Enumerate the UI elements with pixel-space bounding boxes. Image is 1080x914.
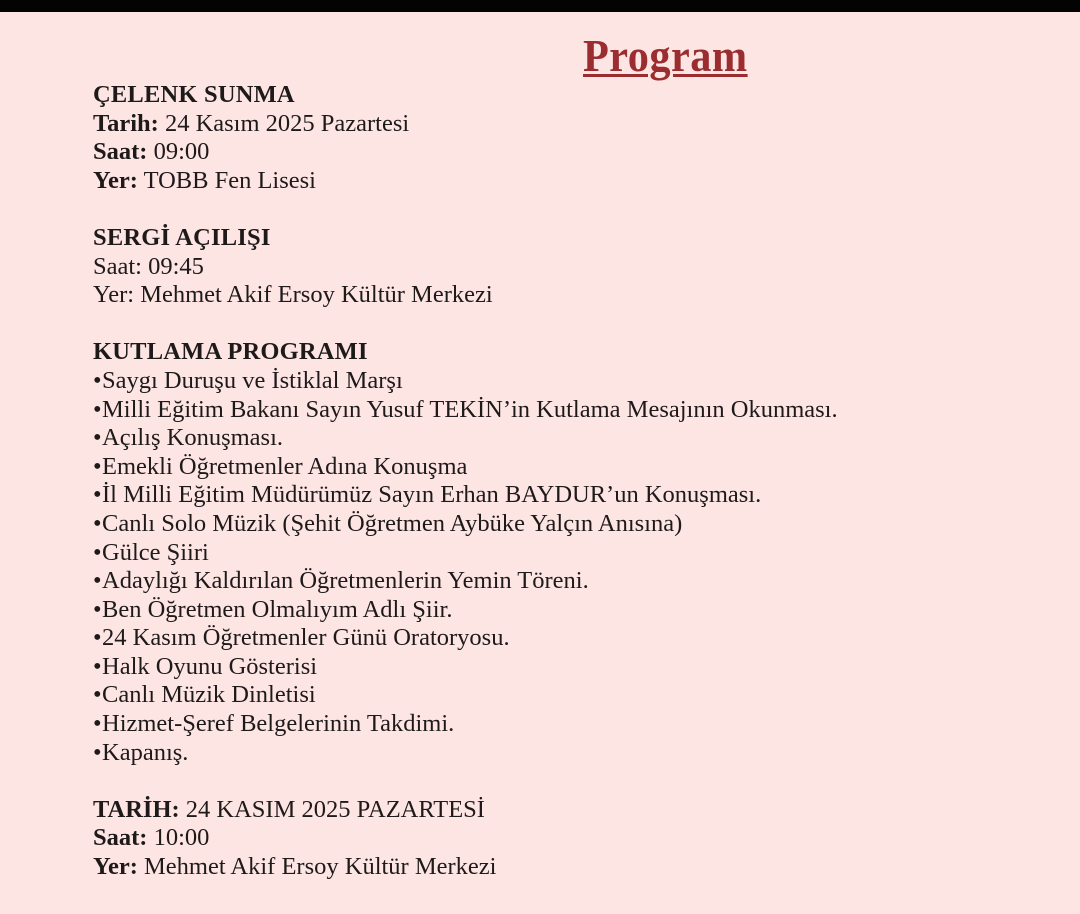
list-item <box>93 396 1053 425</box>
bullet-icon: • <box>93 681 102 709</box>
detail-value: 24 KASIM 2025 PAZARTESİ <box>179 795 485 823</box>
detail-value: 09:00 <box>147 138 210 166</box>
detail-place <box>93 281 1053 310</box>
bullet-icon: • <box>93 710 102 738</box>
list-item-text: Açılış Konuşması. <box>102 424 284 452</box>
detail-value: Mehmet Akif Ersoy Kültür Merkezi <box>134 281 493 309</box>
detail-label: Tarih: <box>93 109 159 137</box>
list-item <box>93 481 1053 510</box>
detail-label: Yer: <box>93 281 135 309</box>
list-item-text: Saygı Duruşu ve İstiklal Marşı <box>102 366 403 394</box>
list-item-text: Halk Oyunu Gösterisi <box>102 652 318 680</box>
detail-time <box>93 824 1053 853</box>
bullet-icon: • <box>93 452 102 480</box>
section-heading: SERGİ AÇILIŞI <box>93 223 271 251</box>
detail-value: TOBB Fen Lisesi <box>137 166 316 194</box>
section-celenk-sunma <box>93 81 1053 195</box>
list-item <box>93 653 1053 682</box>
section-heading: KUTLAMA PROGRAMI <box>93 338 368 366</box>
page-title: Program <box>583 30 748 81</box>
list-item <box>93 424 1053 453</box>
list-item <box>93 739 1053 768</box>
detail-label: Saat: <box>93 824 148 852</box>
bullet-icon: • <box>93 595 102 623</box>
section-sergi-acilisi <box>93 224 1053 310</box>
program-content <box>93 81 1053 882</box>
bullet-icon: • <box>93 366 102 394</box>
list-item-text: Canlı Solo Müzik (Şehit Öğretmen Aybüke Yalçın Anısına) <box>102 509 683 537</box>
list-item-text: Hizmet-Şeref Belgelerinin Takdimi. <box>102 710 455 738</box>
list-item-text: Adaylığı Kaldırılan Öğretmenlerin Yemin Töreni. <box>102 567 589 595</box>
detail-place <box>93 853 1053 882</box>
detail-time <box>93 138 1053 167</box>
bullet-icon: • <box>93 424 102 452</box>
detail-label: Saat: <box>93 138 148 166</box>
list-item-text: Emekli Öğretmenler Adına Konuşma <box>102 452 468 480</box>
list-item-text: İl Milli Eğitim Müdürümüz Sayın Erhan BAYDUR’un Konuşması. <box>102 481 762 509</box>
bullet-icon: • <box>93 624 102 652</box>
list-item-text: 24 Kasım Öğretmenler Günü Oratoryosu. <box>102 624 510 652</box>
bullet-icon: • <box>93 395 102 423</box>
bullet-icon: • <box>93 738 102 766</box>
bullet-icon: • <box>93 509 102 537</box>
list-item <box>93 710 1053 739</box>
section-heading: ÇELENK SUNMA <box>93 81 295 108</box>
list-item-text: Gülce Şiiri <box>102 538 209 566</box>
detail-label: Yer: <box>93 166 138 194</box>
list-item <box>93 567 1053 596</box>
detail-time <box>93 253 1053 282</box>
list-item-text: Kapanış. <box>102 738 189 766</box>
list-item-text: Ben Öğretmen Olmalıyım Adlı Şiir. <box>102 595 453 623</box>
detail-value: 09:45 <box>142 252 204 280</box>
list-item <box>93 681 1053 710</box>
section-kutlama-programi <box>93 338 1053 767</box>
detail-label: Saat: <box>93 252 142 280</box>
detail-place <box>93 167 1053 196</box>
detail-value: 10:00 <box>147 824 210 852</box>
detail-value: Mehmet Akif Ersoy Kültür Merkezi <box>137 853 497 881</box>
bullet-icon: • <box>93 538 102 566</box>
detail-date <box>93 796 1053 825</box>
detail-value: 24 Kasım 2025 Pazartesi <box>158 109 410 137</box>
bullet-icon: • <box>93 652 102 680</box>
section-summary <box>93 796 1053 882</box>
list-item <box>93 367 1053 396</box>
detail-date <box>93 110 1053 139</box>
list-item <box>93 624 1053 653</box>
list-item <box>93 510 1053 539</box>
list-item-text: Canlı Müzik Dinletisi <box>102 681 316 709</box>
bullet-icon: • <box>93 567 102 595</box>
detail-label: Yer: <box>93 853 138 881</box>
list-item <box>93 596 1053 625</box>
list-item <box>93 539 1053 568</box>
top-black-bar <box>0 0 1080 12</box>
list-item-text: Milli Eğitim Bakanı Sayın Yusuf TEKİN’in Kutlama Mesajının Okunması. <box>102 395 838 423</box>
list-item <box>93 453 1053 482</box>
detail-label: TARİH: <box>93 795 180 823</box>
bullet-icon: • <box>93 481 102 509</box>
